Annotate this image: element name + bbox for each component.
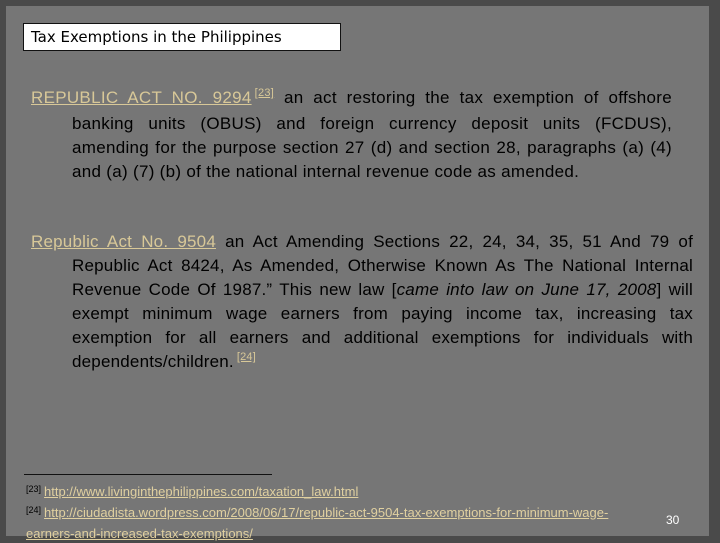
paragraph-ra-9504-text-1: an Act Amending Sections 22, 24, 34, 35, 51 And 79 of Republic Act 8424, As Amended, Otherwise Known As The National Internal Revenue Code Of 1987.” This new law [ xyxy=(72,232,693,299)
paragraph-ra-9504-italic: came into law on June 17, 2008 xyxy=(396,280,657,299)
link-ra-9294[interactable]: REPUBLIC ACT NO. 9294 xyxy=(31,88,252,107)
footnote-ref-23[interactable]: [23] xyxy=(254,87,275,99)
page-number: 30 xyxy=(666,513,680,527)
footnote-link-23[interactable]: http://www.livinginthephilippines.com/taxation_law.html xyxy=(44,484,359,499)
paragraph-ra-9294-text: an act restoring the tax exemption of offshore banking units (OBUS) and foreign currency deposit units (FCDUS), amending for the purpose section 27 (d) and section 28, paragraphs (a) (4) and (a) (7) (b) of the national internal revenue code as amended. xyxy=(72,88,672,181)
footnote-number: [24] xyxy=(26,505,42,515)
footnote-divider xyxy=(24,474,272,475)
slide-title: Tax Exemptions in the Philippines xyxy=(23,23,341,51)
paragraph-ra-9504 xyxy=(31,230,693,376)
link-ra-9504[interactable]: Republic Act No. 9504 xyxy=(31,232,216,251)
paragraph-ra-9504-text-2: ] will exempt minimum wage earners from paying income tax, increasing tax exemption for all earners and additional exemptions for individuals with dependents/children. xyxy=(72,280,693,371)
footnote-ref-24[interactable]: [24] xyxy=(236,351,256,363)
paragraph-ra-9294 xyxy=(31,86,672,184)
footnotes xyxy=(26,482,646,543)
footnote-link-24[interactable]: http://ciudadista.wordpress.com/2008/06/17/republic-act-9504-tax-exemptions-for-minimum-wage-earners-and-increased-tax-exemptions/ xyxy=(26,505,609,541)
footnote-23 xyxy=(26,482,646,503)
footnote-number: [23] xyxy=(26,484,42,494)
slide xyxy=(6,6,709,541)
footnote-24 xyxy=(26,503,646,543)
